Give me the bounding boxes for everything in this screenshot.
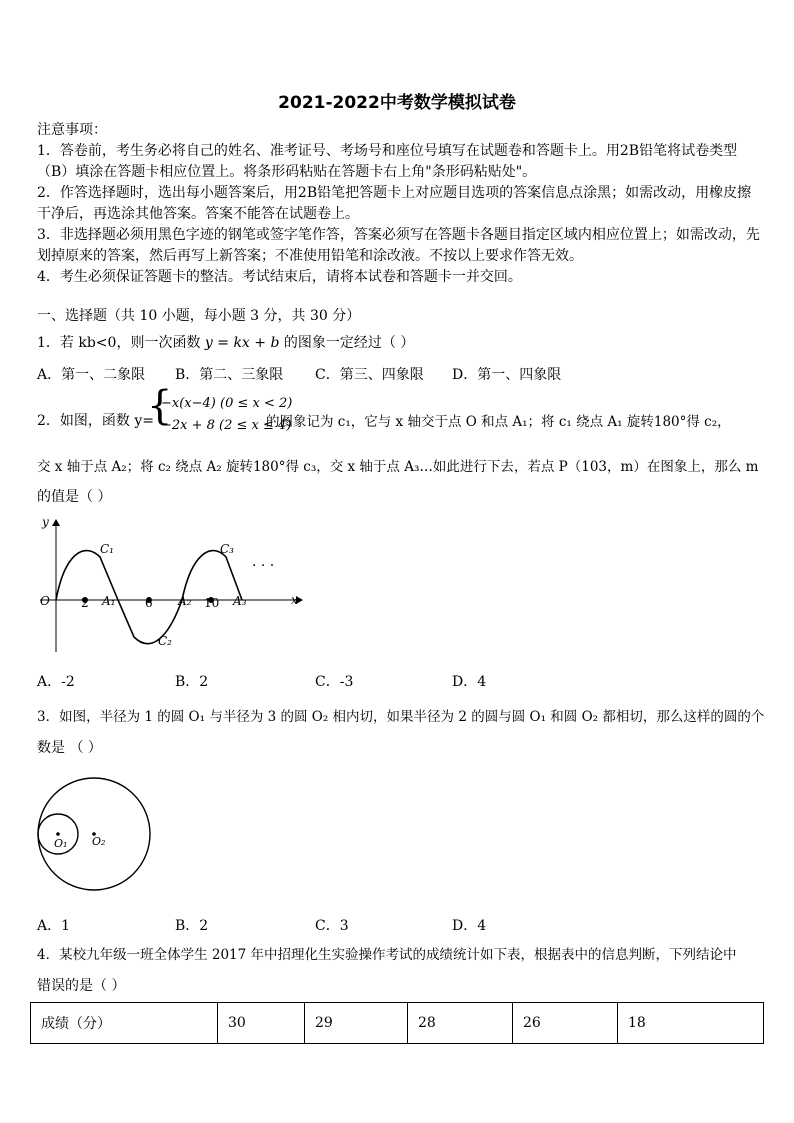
question-2-text-a: 2．如图，函数 y=: [37, 413, 154, 429]
piece-1: −x(x−4) (0 ≤ x < 2): [161, 396, 293, 411]
question-4-text-a: 4．某校九年级一班全体学生 2017 年中招理化生实验操作考试的成绩统计如下表，根据表中的信息判断，下列结论中: [37, 947, 737, 963]
point-a1-label: A₁: [102, 594, 116, 608]
q1-option-b: B．第二、三象限: [175, 367, 284, 383]
q3-option-c: C．3: [315, 918, 349, 934]
point-a2-label: A₂: [178, 594, 192, 608]
circles-figure: [34, 774, 156, 892]
q3-option-b: B．2: [175, 918, 209, 934]
notice-line: （B）填涂在答题卡相应位置上。将条形码粘贴在答题卡右上角"条形码粘贴处"。: [37, 164, 537, 180]
q3-option-a: A．1: [37, 918, 71, 934]
question-1-text-a: 1．若 kb<0，则一次函数: [37, 335, 201, 351]
notice-line: 4．考生必须保证答题卡的整洁。考试结束后，请将本试卷和答题卡一并交回。: [37, 269, 522, 285]
question-2-text-b: 的图象记为 c₁，它与 x 轴交于点 O 和点 A₁；将 c₁ 绕点 A₁ 旋转180°得 c₂，: [266, 414, 731, 430]
curve-c3: [182, 551, 242, 600]
curve-c2-label: C₂: [158, 634, 172, 648]
q1-option-c: C．第三、四象限: [315, 367, 424, 383]
tick-label: 6: [145, 596, 153, 610]
q2-option-b: B．2: [175, 674, 209, 690]
notice-line: 2．作答选择题时，选出每小题答案后，用2B铅笔把答题卡上对应题目选项的答案信息点涂黑；如需改动，用橡皮擦: [37, 185, 752, 201]
notice-line: 划掉原来的答案，然后再写上新答案；不准使用铅笔和涂改液。不按以上要求作答无效。: [37, 248, 583, 264]
question-4-text-b: 错误的是（ ）: [37, 978, 126, 994]
table-cell: 26: [513, 1003, 618, 1044]
notice-line: 3．非选择题必须用黑色字迹的钢笔或签字笔作答，答案必须写在答题卡各题目指定区域内相应位置上；如需改动，先: [37, 227, 760, 243]
o2-label: O₂: [92, 835, 106, 848]
table-cell: 29: [305, 1003, 408, 1044]
piecewise-function: [147, 383, 293, 440]
point-a3-label: A₃: [233, 594, 247, 608]
scores-table: [30, 1002, 764, 1044]
notice-line: 1．答卷前，考生务必将自己的姓名、准考证号、考场号和座位号填写在试题卷和答题卡上。用2B铅笔将试卷类型: [37, 143, 738, 159]
x-label: x: [291, 593, 298, 607]
function-graph: [30, 512, 310, 657]
curve-c1-label: C₁: [100, 542, 114, 556]
table-cell: 18: [618, 1003, 764, 1044]
tick-label: 2: [81, 596, 89, 610]
section-heading: 一、选择题（共 10 小题，每小题 3 分，共 30 分）: [37, 308, 361, 324]
notice-heading: 注意事项：: [37, 122, 107, 138]
curve-c1: [56, 551, 118, 600]
q1-option-a: A．第一、二象限: [37, 367, 146, 383]
origin-label: O: [40, 594, 50, 608]
q2-option-c: C．-3: [315, 674, 354, 690]
piece-2: −2x + 8 (2 ≤ x ≤ 4): [161, 418, 292, 433]
notice-line: 干净后，再选涂其他答案。答案不能答在试题卷上。: [37, 206, 359, 222]
curve-c3-label: C₃: [220, 542, 234, 556]
table-cell: 30: [218, 1003, 305, 1044]
tick-label: 10: [204, 596, 220, 610]
table-cell: 28: [408, 1003, 513, 1044]
q3-option-d: D．4: [452, 918, 487, 934]
question-1-text-b: 的图象一定经过（ ）: [283, 335, 415, 351]
question-2-text-c: 交 x 轴于点 A₂；将 c₂ 绕点 A₂ 旋转180°得 c₃，交 x 轴于点 A₃…如此进行下去，若点 P（103，m）在图象上，那么 m: [37, 459, 759, 475]
q2-option-a: A．-2: [37, 674, 75, 690]
question-2-text-d: 的值是（ ）: [37, 489, 112, 505]
table-row: [31, 1003, 764, 1044]
continuation-ellipsis: · · ·: [252, 558, 275, 574]
question-1-formula: y = kx + b: [204, 335, 280, 351]
q2-option-d: D．4: [452, 674, 487, 690]
q1-option-d: D．第一、四象限: [452, 367, 562, 383]
question-3-text-b: 数是 （ ）: [37, 740, 102, 756]
y-label: y: [42, 515, 49, 529]
question-1-stem: [37, 333, 767, 353]
o1-label: O₁: [54, 837, 68, 850]
center-o1: [56, 832, 60, 836]
question-3-text-a: 3．如图，半径为 1 的圆 O₁ 与半径为 3 的圆 O₂ 相内切，如果半径为 2 的圆与圆 O₁ 和圆 O₂ 都相切，那么这样的圆的个: [37, 709, 765, 725]
brace-symbol: {: [147, 383, 173, 429]
page-title: 2021-2022中考数学模拟试卷: [278, 93, 516, 113]
table-header-cell: 成绩（分）: [31, 1003, 218, 1044]
